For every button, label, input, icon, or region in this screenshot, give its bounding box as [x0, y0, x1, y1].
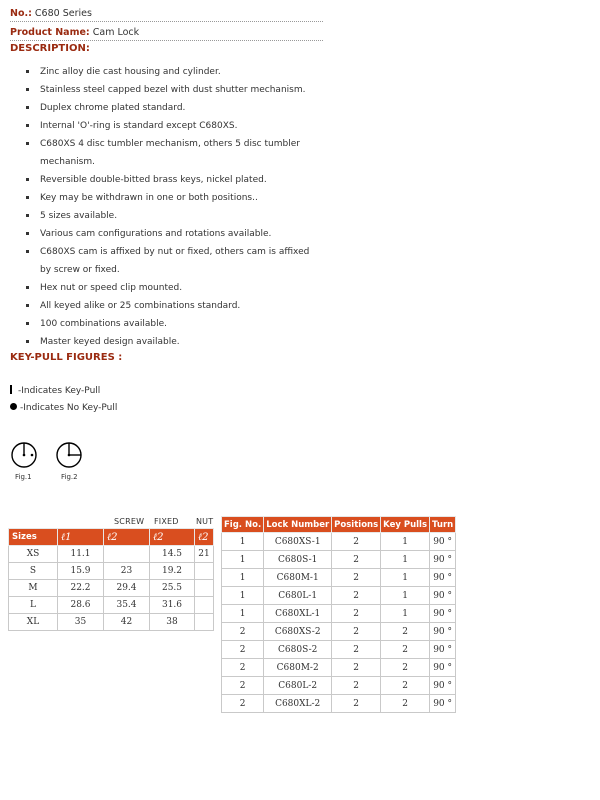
product-number-row: [10, 5, 323, 22]
sizes-group-labels: [114, 517, 213, 526]
table-cell: 2: [332, 659, 381, 677]
table-cell: 2: [332, 551, 381, 569]
table-cell: 1: [222, 569, 264, 587]
table-cell: 90 °: [430, 569, 456, 587]
table-cell: 11.1: [58, 546, 104, 563]
product-name-row: [10, 24, 323, 41]
table-cell: [195, 580, 214, 597]
table-row: [9, 597, 214, 614]
table-cell: [195, 597, 214, 614]
table-cell: 1: [381, 533, 430, 551]
table-row: [9, 563, 214, 580]
table-cell: 1: [381, 569, 430, 587]
table-row: [9, 580, 214, 597]
legend-key-pull: [10, 385, 100, 396]
table-row: [222, 659, 456, 677]
table-cell: 1: [381, 605, 430, 623]
table-cell: XL: [9, 614, 58, 631]
table-cell: 2: [332, 623, 381, 641]
lock-number-table: [221, 516, 456, 713]
legend-key-pull-text: -Indicates Key-Pull: [18, 386, 101, 396]
table-cell: [104, 546, 150, 563]
table-cell: 1: [222, 551, 264, 569]
table-cell: 90 °: [430, 587, 456, 605]
table-header: Key Pulls: [381, 517, 430, 533]
table-cell: C680S-1: [264, 551, 332, 569]
list-item: Internal 'O'-ring is standard except C680XS.: [26, 117, 316, 135]
table-cell: 15.9: [58, 563, 104, 580]
legend-no-key-pull: [10, 403, 117, 413]
table-cell: 21: [195, 546, 214, 563]
table-header: Lock Number: [264, 517, 332, 533]
list-item: Hex nut or speed clip mounted.: [26, 279, 316, 297]
table-cell: 2: [222, 659, 264, 677]
table-row: [222, 551, 456, 569]
table-cell: C680XS-2: [264, 623, 332, 641]
table-cell: 14.5: [150, 546, 195, 563]
table-cell: 90 °: [430, 533, 456, 551]
table-cell: 2: [332, 677, 381, 695]
list-item: Master keyed design available.: [26, 333, 316, 351]
table-cell: C680L-2: [264, 677, 332, 695]
table-cell: 35.4: [104, 597, 150, 614]
table-cell: 2: [332, 641, 381, 659]
table-cell: C680XL-2: [264, 695, 332, 713]
legend-no-key-pull-text: -Indicates No Key-Pull: [20, 403, 118, 413]
table-row: [222, 623, 456, 641]
sizes-table: [8, 528, 214, 631]
table-cell: 2: [332, 605, 381, 623]
table-cell: 35: [58, 614, 104, 631]
list-item: C680XS 4 disc tumbler mechanism, others 5 disc tumbler mechanism.: [26, 135, 316, 171]
table-row: [222, 569, 456, 587]
list-item: Reversible double-bitted brass keys, nickel plated.: [26, 171, 316, 189]
table-cell: L: [9, 597, 58, 614]
key-pull-bar-icon: [10, 385, 12, 394]
description-list: [26, 63, 316, 351]
table-row: [222, 641, 456, 659]
table-header: ℓ2: [150, 529, 195, 546]
table-header: ℓ2: [195, 529, 214, 546]
list-item: Stainless steel capped bezel with dust shutter mechanism.: [26, 81, 316, 99]
table-cell: 2: [222, 623, 264, 641]
table-cell: 1: [222, 605, 264, 623]
fig2-diagram-icon: [55, 440, 85, 470]
product-number-value: C680 Series: [34, 8, 92, 19]
table-cell: 2: [381, 641, 430, 659]
table-header: Positions: [332, 517, 381, 533]
table-cell: 2: [332, 587, 381, 605]
table-cell: 90 °: [430, 677, 456, 695]
table-cell: 42: [104, 614, 150, 631]
table-cell: 90 °: [430, 641, 456, 659]
group-label-screw: SCREW: [114, 517, 145, 526]
table-header: Turn: [430, 517, 456, 533]
table-cell: 19.2: [150, 563, 195, 580]
table-cell: 2: [332, 569, 381, 587]
table-row: [222, 587, 456, 605]
description-title: DESCRIPTION:: [10, 43, 90, 54]
table-cell: XS: [9, 546, 58, 563]
table-cell: C680XL-1: [264, 605, 332, 623]
table-cell: 22.2: [58, 580, 104, 597]
table-cell: M: [9, 580, 58, 597]
table-cell: 2: [381, 677, 430, 695]
table-cell: 2: [381, 695, 430, 713]
table-cell: 2: [222, 641, 264, 659]
list-item: Key may be withdrawn in one or both positions..: [26, 189, 316, 207]
list-item: C680XS cam is affixed by nut or fixed, others cam is affixed by screw or fixed.: [26, 243, 316, 279]
table-cell: 2: [381, 659, 430, 677]
table-cell: 1: [222, 533, 264, 551]
table-cell: 2: [381, 623, 430, 641]
list-item: Zinc alloy die cast housing and cylinder.: [26, 63, 316, 81]
table-cell: 38: [150, 614, 195, 631]
table-cell: 1: [381, 551, 430, 569]
table-cell: [195, 614, 214, 631]
fig1-label: Fig.1: [15, 473, 32, 481]
table-cell: 90 °: [430, 551, 456, 569]
table-cell: 23: [104, 563, 150, 580]
table-header: ℓ1: [58, 529, 104, 546]
table-row: [222, 677, 456, 695]
product-name-label: Product Name:: [10, 27, 90, 38]
table-cell: 90 °: [430, 659, 456, 677]
table-row: [9, 546, 214, 563]
group-label-fixed: FIXED: [154, 517, 179, 526]
table-cell: [195, 563, 214, 580]
table-cell: 90 °: [430, 695, 456, 713]
table-cell: 1: [381, 587, 430, 605]
table-row: [9, 614, 214, 631]
table-cell: C680L-1: [264, 587, 332, 605]
list-item: 5 sizes available.: [26, 207, 316, 225]
keypull-title: KEY-PULL FIGURES :: [10, 352, 123, 363]
list-item: All keyed alike or 25 combinations standard.: [26, 297, 316, 315]
table-header: ℓ2: [104, 529, 150, 546]
table-header-row: [9, 529, 214, 546]
list-item: Duplex chrome plated standard.: [26, 99, 316, 117]
table-cell: C680M-2: [264, 659, 332, 677]
no-key-pull-dot-icon: [10, 403, 17, 410]
table-row: [222, 533, 456, 551]
table-cell: 1: [222, 587, 264, 605]
product-number-label: No.:: [10, 8, 32, 19]
product-name-value: Cam Lock: [92, 27, 140, 38]
table-header: Fig. No.: [222, 517, 264, 533]
table-cell: C680M-1: [264, 569, 332, 587]
list-item: 100 combinations available.: [26, 315, 316, 333]
table-row: [222, 695, 456, 713]
table-cell: 2: [332, 695, 381, 713]
table-cell: C680S-2: [264, 641, 332, 659]
group-label-nut: NUT: [196, 517, 214, 526]
table-cell: 29.4: [104, 580, 150, 597]
table-cell: 2: [332, 533, 381, 551]
table-cell: 31.6: [150, 597, 195, 614]
table-cell: 90 °: [430, 623, 456, 641]
table-cell: C680XS-1: [264, 533, 332, 551]
table-cell: 2: [222, 695, 264, 713]
table-cell: 25.5: [150, 580, 195, 597]
table-cell: 90 °: [430, 605, 456, 623]
table-cell: 28.6: [58, 597, 104, 614]
table-row: [222, 605, 456, 623]
list-item: Various cam configurations and rotations available.: [26, 225, 316, 243]
table-cell: S: [9, 563, 58, 580]
table-header-row: [222, 517, 456, 533]
table-cell: 2: [222, 677, 264, 695]
table-header: Sizes: [9, 529, 58, 546]
fig2-label: Fig.2: [61, 473, 78, 481]
fig1-diagram-icon: [10, 440, 40, 470]
